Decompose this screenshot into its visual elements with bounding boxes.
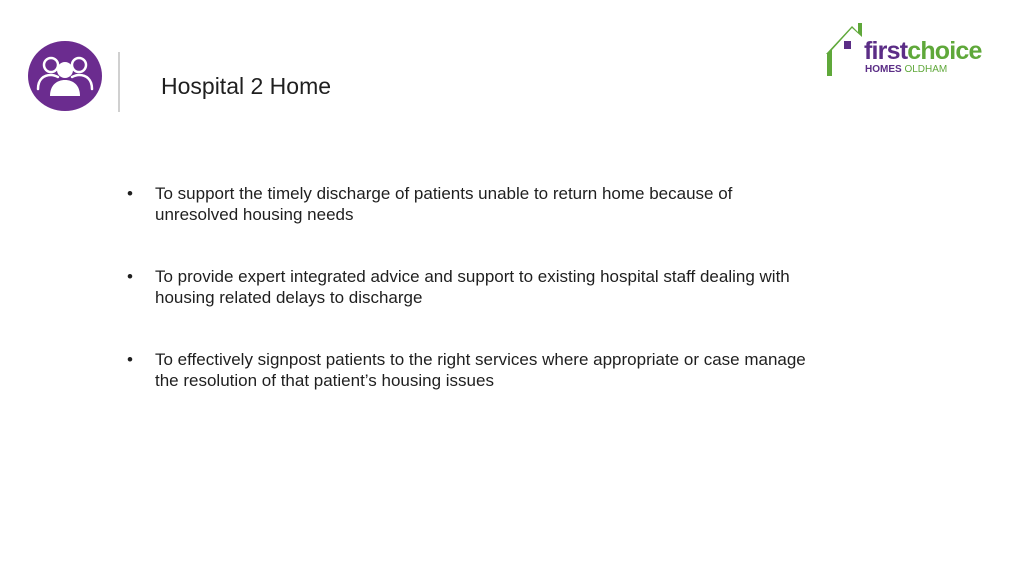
logo-sub-oldham: OLDHAM [901,64,948,75]
logo-word-first: first [864,37,908,65]
firstchoice-homes-oldham-logo [824,18,982,78]
bullet-text: To effectively signpost patients to the right services where appropriate or case manage the resolution of that patient’s housing issues [155,350,806,390]
bullet-text: To support the timely discharge of patients unable to return home because of unresolved housing needs [155,184,733,224]
bullet-marker: • [127,184,133,203]
bullet-item [127,349,807,391]
bullet-text: To provide expert integrated advice and support to existing hospital staff dealing with housing related delays to discharge [155,267,790,307]
bullet-list [127,183,807,432]
bullet-marker: • [127,350,133,369]
logo-sub-homes: HOMES [865,64,902,75]
logo-subtitle [865,65,947,75]
people-group-icon [28,41,102,111]
logo-wordmark [864,39,982,64]
house-roof-logo-icon [824,18,866,78]
header-divider [118,52,120,112]
bullet-item [127,183,807,225]
slide-title: Hospital 2 Home [161,73,332,99]
bullet-item [127,266,807,308]
bullet-marker: • [127,267,133,286]
logo-word-choice: choice [907,37,982,65]
